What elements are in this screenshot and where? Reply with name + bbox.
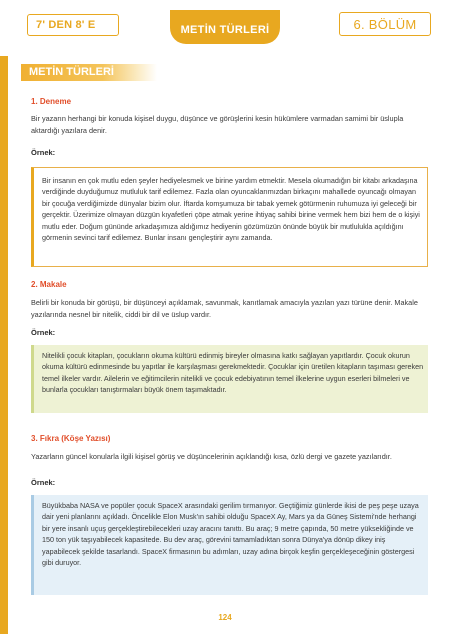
section-number-text: 6. BÖLÜM: [353, 17, 417, 32]
grade-range-text: 7' DEN 8' E: [36, 19, 96, 31]
grade-range-label: [27, 14, 119, 36]
section-number-label: [339, 12, 431, 36]
example-text-deneme: Bir insanın en çok mutlu eden şeyler hediyelesmek ve birine yardım etmektir. Mesela okumadığın bir kitabı arkadaşına verdiğinde duyduğumuz mutluluk tarif edilemez. Fazla olan oyuncaklarımızdan birkaçını mahallede oyuncağı olmayan bir çocuğa verdiğimizde dünyalar bizim olur. İftarda komşumuza bir tabak yemek götürmenin ruhumuza iyi geleceği bir gerçektir. Üzerimize olmayan düzgün kıyafetleri çöpe atmak yerine ihtiyaç sahibi birine vermek hem bizi hem de o kişiyi mutlu eder. Doğum gününde arkadaşımıza aldığımız hediyenin gözümüzün önünde büyük bir mutlulukla açıldığını görmenin sevinci tarif edilemez. Bunlar insanı gençleştirir aynı zamanda.: [42, 176, 420, 243]
heading-deneme: 1. Deneme: [31, 97, 72, 106]
example-text-makale: Nitelikli çocuk kitapları, çocukların okuma kültürü edinmiş bireyler olmasına katkı sağlayan yapıtlardır. Çocuk okurun okuma kültürü edinmesinde bu yapıtlar ile karşılaşması gerekmektedir. Çocuklar için üretilen kitapların taşıması gereken temel ilkeler vardır. Ailelerin ve eğitimcilerin nitelikli ve çocuk edebiyatının temel ilkelerine uygun eserleri bilmeleri ve bunlarla çocukları tanıştırmaları büyük önem taşımaktadır.: [42, 351, 424, 395]
chapter-title: METİN TÜRLERİ: [180, 24, 270, 36]
example-text-fikra: Büyükbaba NASA ve popüler çocuk SpaceX arasındaki gerilim tırmanıyor. Geçtiğimiz günlerde ikisi de peş peşe uzaya dair yeni planlarını açıkladı. Öncelikle Elon Musk'ın sahibi olduğu SpaceX Ay, Mars ya da Güneş Sistemi'nde herhangi bir yere insanlı uçuş gerçekleştirebilecekleri uzay aracını tanıttı. Bu araç; 9 metre çapında, 50 metre yüksekliğinde ve 150 ton yük taşıyabilecek kapasitede. Bu dev araç, görevini tamamladıktan sonra Dünya'ya dönüp dikey iniş yapabilecek şekilde tasarlandı. SpaceX firmasının bu adımları, uzay adına birçok keşfin gerçekleşeceğinin göstergesi gibi duruyor.: [42, 501, 419, 568]
definition-fikra: Yazarların güncel konularla ilgili kişisel görüş ve düşüncelerinin açıklandığı kısa, özlü dergi ve gazete yazılarıdır.: [31, 452, 392, 461]
page-header: [0, 10, 450, 40]
heading-fikra: 3. Fıkra (Köşe Yazısı): [31, 434, 111, 443]
example-box-fikra: [31, 495, 428, 595]
definition-makale: Belirli bir konuda bir görüşü, bir düşünceyi açıklamak, savunmak, kanıtlamak amacıyla yazılan yazı türüne denir. Makale yazılarında nesnel bir nitelik, ciddi bir dil ve üslup vardır.: [31, 298, 418, 319]
example-box-makale: [31, 345, 428, 413]
chapter-tab: [170, 10, 280, 44]
example-box-deneme: [31, 167, 428, 267]
heading-makale: 2. Makale: [31, 280, 67, 289]
section-title-bar: [21, 64, 157, 81]
side-accent-bar: [0, 56, 8, 634]
section-title: METİN TÜRLERİ: [29, 66, 114, 78]
example-label-makale: Örnek:: [31, 328, 56, 337]
example-label-deneme: Örnek:: [31, 148, 56, 157]
page-number: 124: [218, 613, 232, 622]
definition-deneme: Bir yazarın herhangi bir konuda kişisel duygu, düşünce ve görüşlerini kesin hükümlere varmadan samimi bir üslupla aktardığı yazılara denir.: [31, 114, 404, 135]
example-label-fikra: Örnek:: [31, 478, 56, 487]
